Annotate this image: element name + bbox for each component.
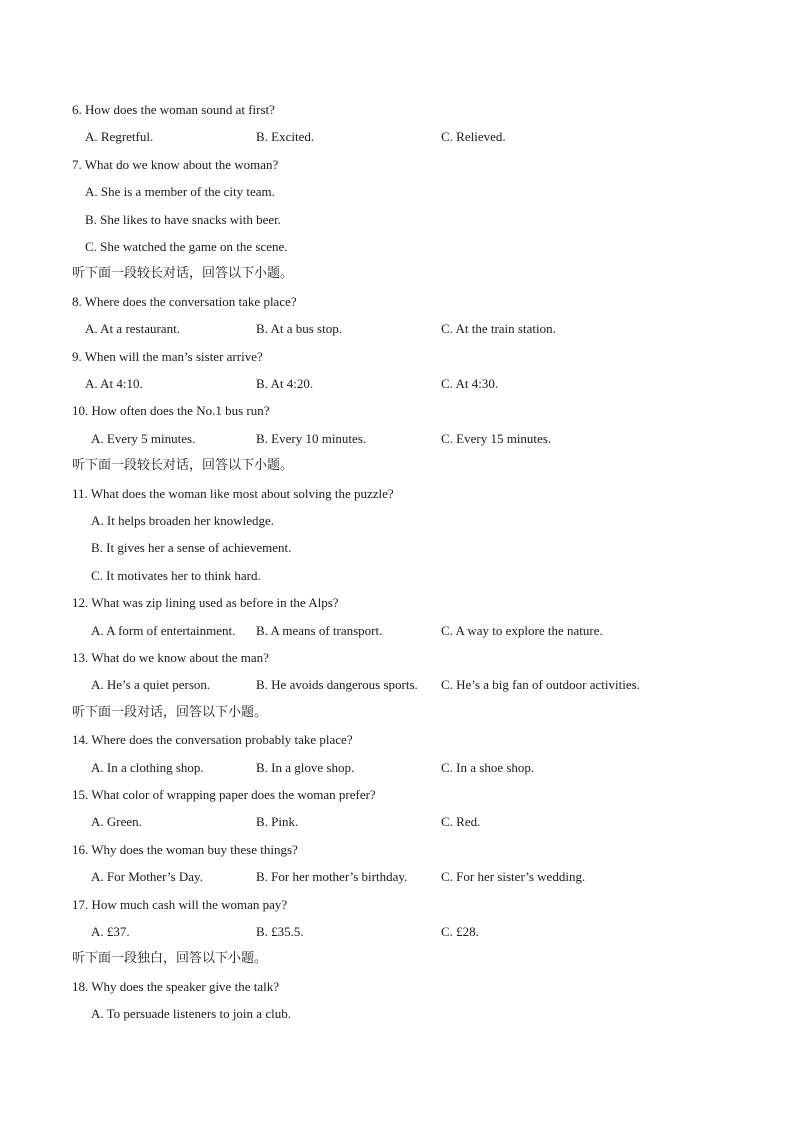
answer-options-row bbox=[0, 429, 794, 449]
question-stem: 9. When will the man’s sister arrive? bbox=[72, 348, 263, 364]
option-b: B. Pink. bbox=[256, 814, 299, 830]
option-a: A. Green. bbox=[91, 814, 142, 830]
question-stem: 8. Where does the conversation take place? bbox=[72, 293, 297, 309]
option-c: C. In a shoe shop. bbox=[441, 759, 535, 775]
answer-option-line: B. It gives her a sense of achievement. bbox=[91, 540, 292, 556]
question-stem: 13. What do we know about the man? bbox=[72, 650, 269, 665]
answer-options-row bbox=[0, 374, 794, 394]
option-b: B. He avoids dangerous sports. bbox=[256, 677, 418, 693]
question-stem: 15. What color of wrapping paper does the woman prefer? bbox=[72, 787, 376, 802]
option-a: A. Every 5 minutes. bbox=[91, 430, 196, 446]
question-stem: 18. Why does the speaker give the talk? bbox=[72, 978, 279, 994]
option-b: B. £35.5. bbox=[256, 924, 304, 939]
question-stem: 12. What was zip lining used as before in the Alps? bbox=[72, 595, 339, 611]
option-c: C. Red. bbox=[441, 814, 481, 830]
option-c: C. A way to explore the nature. bbox=[441, 622, 603, 638]
option-b: B. Excited. bbox=[256, 129, 315, 145]
question-stem: 17. How much cash will the woman pay? bbox=[72, 896, 288, 912]
section-instruction: 听下面一段较长对话，回答以下小题。 bbox=[72, 266, 294, 282]
option-b: B. A means of transport. bbox=[256, 622, 383, 638]
option-a: A. At 4:10. bbox=[85, 376, 143, 391]
answer-options-row bbox=[0, 758, 794, 778]
answer-option-line: A. She is a member of the city team. bbox=[85, 184, 275, 200]
option-c: C. For her sister’s wedding. bbox=[441, 869, 586, 885]
question-stem: 7. What do we know about the woman? bbox=[72, 156, 279, 172]
option-a: A. In a clothing shop. bbox=[91, 759, 204, 775]
section-instruction: 听下面一段较长对话，回答以下小题。 bbox=[72, 458, 294, 474]
answer-option-line: C. She watched the game on the scene. bbox=[85, 239, 288, 254]
question-stem: 14. Where does the conversation probably take place? bbox=[72, 732, 353, 748]
question-stem: 16. Why does the woman buy these things? bbox=[72, 841, 298, 857]
answer-options-row bbox=[0, 621, 794, 641]
option-a: A. At a restaurant. bbox=[85, 321, 180, 337]
option-a: A. He’s a quiet person. bbox=[91, 677, 211, 693]
answer-option-line: A. It helps broaden her knowledge. bbox=[91, 513, 275, 528]
option-c: C. £28. bbox=[441, 924, 479, 939]
option-a: A. For Mother’s Day. bbox=[91, 869, 203, 885]
option-b: B. Every 10 minutes. bbox=[256, 430, 367, 446]
option-c: C. Relieved. bbox=[441, 129, 506, 145]
question-stem: 11. What does the woman like most about solving the puzzle? bbox=[72, 485, 394, 501]
answer-options-row bbox=[0, 319, 794, 339]
answer-options-row bbox=[0, 922, 794, 942]
option-b: B. At 4:20. bbox=[256, 376, 314, 391]
answer-option-line: C. It motivates her to think hard. bbox=[91, 567, 261, 583]
question-stem: 6. How does the woman sound at first? bbox=[72, 102, 275, 117]
option-b: B. For her mother’s birthday. bbox=[256, 869, 408, 885]
answer-option-line: B. She likes to have snacks with beer. bbox=[85, 211, 282, 227]
answer-options-row bbox=[0, 127, 794, 147]
section-instruction: 听下面一段独白，回答以下小题。 bbox=[72, 951, 268, 967]
option-b: B. At a bus stop. bbox=[256, 321, 342, 337]
option-c: C. At the train station. bbox=[441, 321, 556, 337]
option-c: C. He’s a big fan of outdoor activities. bbox=[441, 677, 640, 693]
answer-options-row bbox=[0, 812, 794, 832]
answer-option-line: A. To persuade listeners to join a club. bbox=[91, 1006, 291, 1022]
section-instruction: 听下面一段对话，回答以下小题。 bbox=[72, 704, 268, 720]
answer-options-row bbox=[0, 867, 794, 887]
question-stem: 10. How often does the No.1 bus run? bbox=[72, 403, 270, 419]
option-c: C. Every 15 minutes. bbox=[441, 430, 552, 446]
answer-options-row bbox=[0, 675, 794, 695]
option-c: C. At 4:30. bbox=[441, 376, 499, 391]
option-b: B. In a glove shop. bbox=[256, 759, 355, 775]
option-a: A. A form of entertainment. bbox=[91, 622, 236, 638]
option-a: A. Regretful. bbox=[85, 129, 154, 145]
option-a: A. £37. bbox=[91, 924, 130, 939]
